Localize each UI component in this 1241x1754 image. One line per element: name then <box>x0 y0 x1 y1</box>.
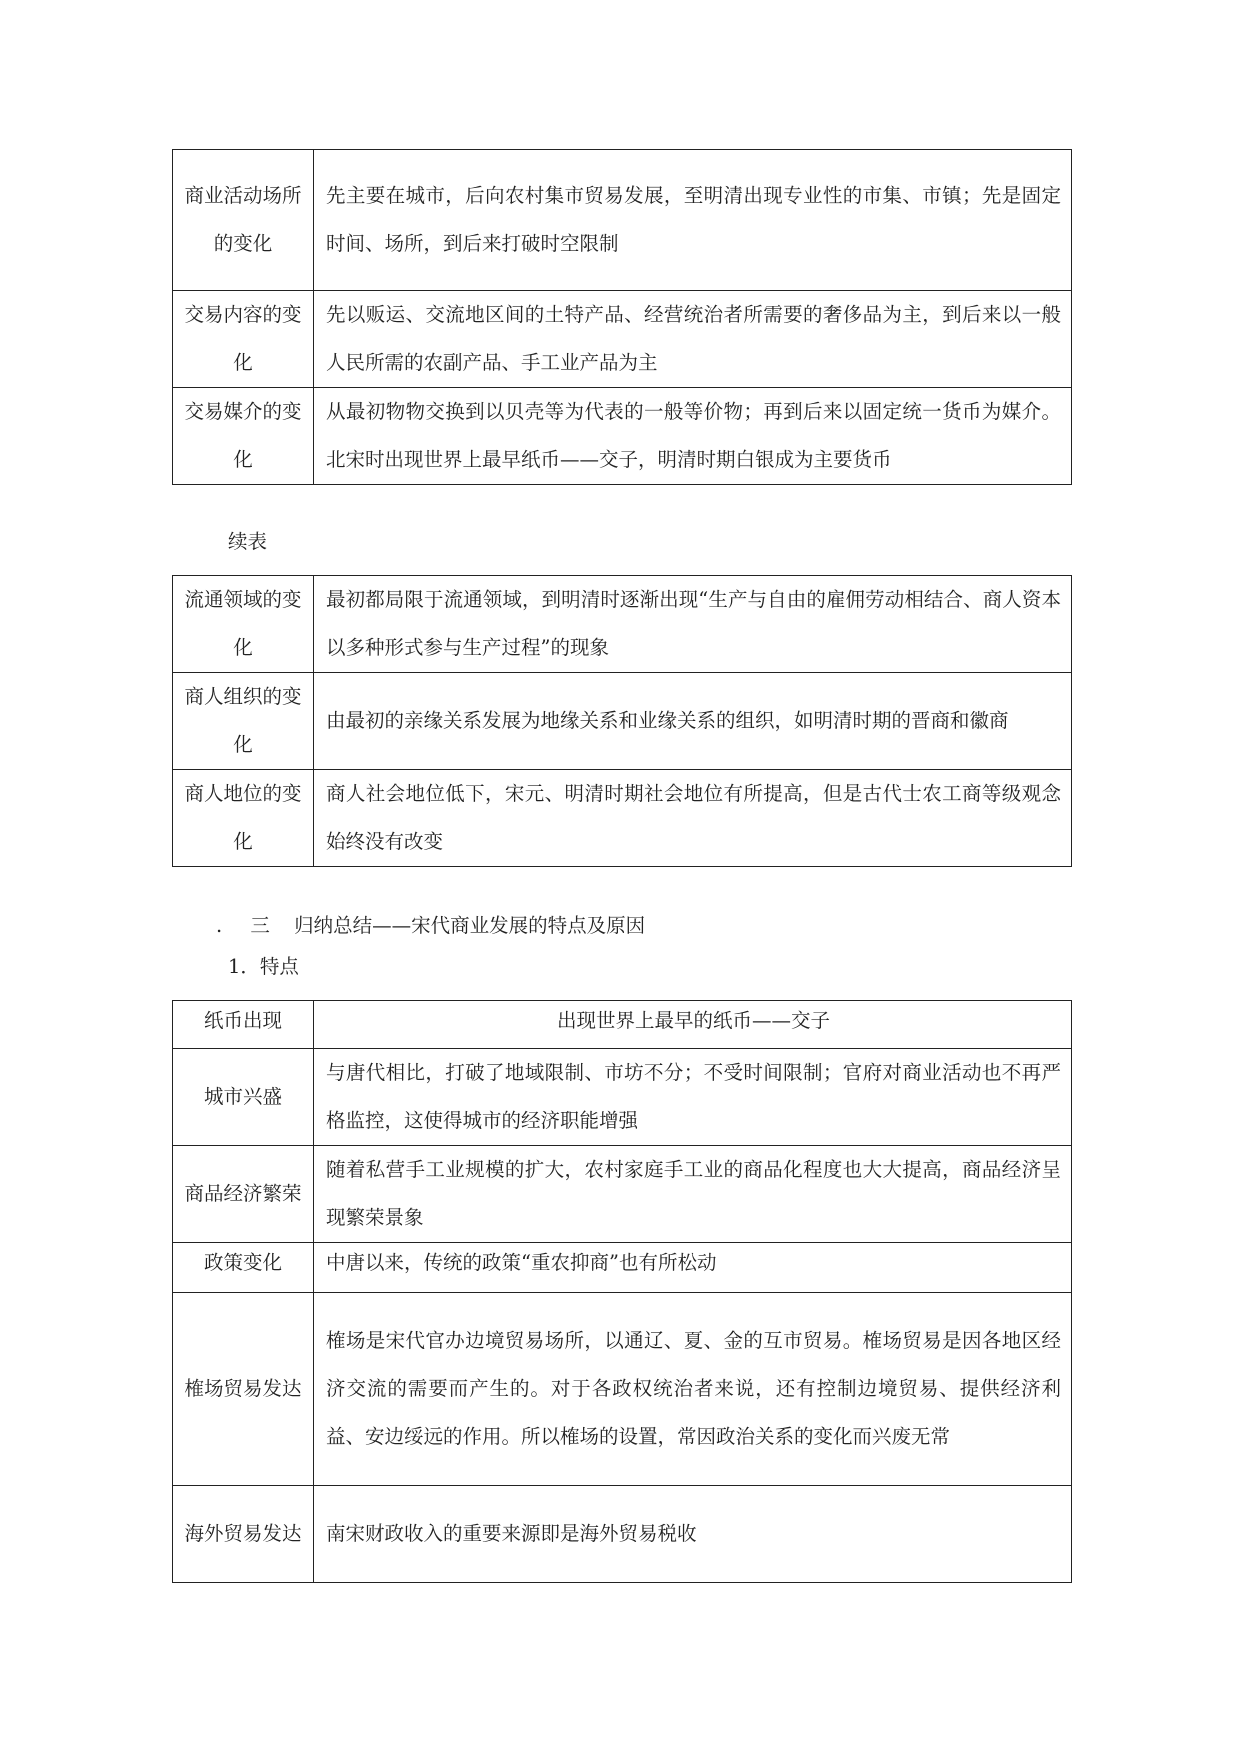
table-row <box>173 576 1072 673</box>
row-label: 商业活动场所的变化 <box>173 150 314 291</box>
row-label: 纸币出现 <box>173 1001 314 1049</box>
row-label: 城市兴盛 <box>173 1049 314 1146</box>
row-content: 先以贩运、交流地区间的土特产品、经营统治者所需要的奢侈品为主，到后来以一般人民所需的农副产品、手工业产品为主 <box>314 291 1072 388</box>
row-content: 与唐代相比，打破了地域限制、市坊不分；不受时间限制；官府对商业活动也不再严格监控，这使得城市的经济职能增强 <box>314 1049 1072 1146</box>
table-row <box>173 770 1072 867</box>
row-label: 海外贸易发达 <box>173 1486 314 1583</box>
section-dot: . <box>216 914 223 937</box>
subsection-heading <box>228 952 299 982</box>
row-label: 商人地位的变化 <box>173 770 314 867</box>
table-row <box>173 1146 1072 1243</box>
table-row <box>173 673 1072 770</box>
table-row <box>173 150 1072 291</box>
row-label: 交易媒介的变化 <box>173 388 314 485</box>
row-content: 中唐以来，传统的政策“重农抑商”也有所松动 <box>314 1243 1072 1293</box>
row-label: 榷场贸易发达 <box>173 1293 314 1486</box>
table-row <box>173 1001 1072 1049</box>
subsection-number: 1． <box>228 955 260 978</box>
table-row <box>173 388 1072 485</box>
table-row <box>173 291 1072 388</box>
section-heading <box>216 911 645 941</box>
row-content: 出现世界上最早的纸币——交子 <box>314 1001 1072 1049</box>
row-content: 榷场是宋代官办边境贸易场所，以通辽、夏、金的互市贸易。榷场贸易是因各地区经济交流的需要而产生的。对于各政权统治者来说，还有控制边境贸易、提供经济利益、安边绥远的作用。所以榷场的设置，常因政治关系的变化而兴废无常 <box>314 1293 1072 1486</box>
subsection-title: 特点 <box>259 955 299 978</box>
table-row <box>173 1049 1072 1146</box>
row-label: 流通领域的变化 <box>173 576 314 673</box>
row-content: 随着私营手工业规模的扩大，农村家庭手工业的商品化程度也大大提高，商品经济呈现繁荣景象 <box>314 1146 1072 1243</box>
table-row <box>173 1486 1072 1583</box>
row-label: 商品经济繁荣 <box>173 1146 314 1243</box>
table-row <box>173 1243 1072 1293</box>
row-content: 商人社会地位低下，宋元、明清时期社会地位有所提高，但是古代士农工商等级观念始终没有改变 <box>314 770 1072 867</box>
row-label: 交易内容的变化 <box>173 291 314 388</box>
table-row <box>173 1293 1072 1486</box>
section-title: 归纳总结——宋代商业发展的特点及原因 <box>294 914 646 937</box>
row-content: 从最初物物交换到以贝壳等为代表的一般等价物；再到后来以固定统一货币为媒介。北宋时出现世界上最早纸币——交子，明清时期白银成为主要货币 <box>314 388 1072 485</box>
row-content: 先主要在城市，后向农村集市贸易发展，至明清出现专业性的市集、市镇；先是固定时间、场所，到后来打破时空限制 <box>314 150 1072 291</box>
commerce-changes-continued-table <box>172 575 1072 867</box>
row-content: 最初都局限于流通领域，到明清时逐渐出现“生产与自由的雇佣劳动相结合、商人资本以多种形式参与生产过程”的现象 <box>314 576 1072 673</box>
row-label: 政策变化 <box>173 1243 314 1293</box>
continued-table-label: 续表 <box>228 530 268 553</box>
row-content: 南宋财政收入的重要来源即是海外贸易税收 <box>314 1486 1072 1583</box>
row-content: 由最初的亲缘关系发展为地缘关系和业缘关系的组织，如明清时期的晋商和徽商 <box>314 673 1072 770</box>
song-commerce-features-table <box>172 1000 1072 1583</box>
row-label: 商人组织的变化 <box>173 673 314 770</box>
section-number: 三 <box>250 914 270 937</box>
commerce-changes-table <box>172 149 1072 485</box>
